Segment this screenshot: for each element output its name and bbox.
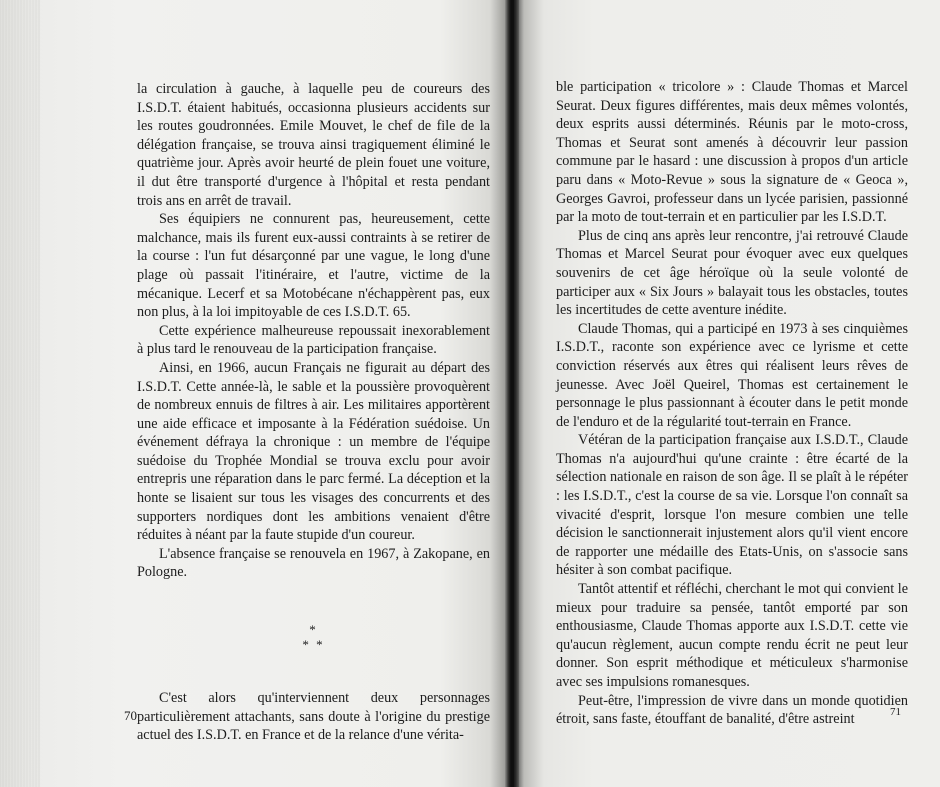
paragraph: Claude Thomas, qui a participé en 1973 à ses cinquièmes I.S.D.T., raconte son expérience avec ce lyrisme et cette conviction réservés aux êtres qui réalisent leurs rêves de jeunesse. Avec Joël Queirel, Thomas est certainement le personnage le plus passionnant à écouter dans le petit monde de l'enduro et de la régularité tout-terrain en France. xyxy=(556,320,908,430)
paragraph: Plus de cinq ans après leur rencontre, j'ai retrouvé Claude Thomas et Marcel Seurat pour évoquer avec eux quelques souvenirs de cet âge héroïque où la seule volonté de participer aux « Six Jours » balayait tous les obstacles, toutes les incertitudes de cette aventure inédite. xyxy=(556,227,908,319)
paragraph: Cette expérience malheureuse repoussait inexorablement à plus tard le renouveau de la participation française. xyxy=(137,322,490,358)
paragraph: Tantôt attentif et réfléchi, cherchant le mot qui convient le mieux pour traduire sa pensée, tantôt emporté par son enthousiasme, Claude Thomas apporte aux I.S.D.T. cette vie qu'aucun règlement, aucun compte rendu écrit ne peut leur donner. Son esprit méthodique et méticuleux s'harmonise avec ses impulsions romanesques. xyxy=(556,581,908,690)
paragraph: Vétéran de la participation française aux I.S.D.T., Claude Thomas n'a aujourd'hui qu'une crainte : être écarté de la sélection nationale en raison de son âge. Il se plaît à le répéter : les I.S.D.T., c'est la course de sa vie. Lorsque l'on connaît sa vivacité d'esprit, lorsque l'on mesure combien une telle décision le sanctionnerait injustement alors qu'il vient encore de rapporter une médaille des Etats-Unis, on s'associe sans hésiter à son combat pacifique. xyxy=(556,432,908,579)
paragraph: L'absence française se renouvela en 1967, à Zakopane, en Pologne. xyxy=(137,545,490,581)
paragraph: Ainsi, en 1966, aucun Français ne figurait au départ des I.S.D.T. Cette année-là, le sable et la poussière provoquèrent de nombreux ennuis de filtres à air. Les militaires apportèrent une aide efficace et imposante à la Fédération suédoise. Un événement défraya la chronique : un membre de l'équipe suédoise du Trophée Mondial se trouva exclu pour avoir entrepris une réparation dans le parc fermé. La déception et la honte se lisaient sur tous les visages des concurrents et des supporters nordiques dont les ambitions venaient d'être réduites à néant par la faute stupide d'un coureur. xyxy=(137,359,490,544)
paragraph: la circulation à gauche, à laquelle peu de coureurs des I.S.D.T. étaient habitués, occasionna plusieurs accidents sur les routes goudronnées. Emile Mouvet, le chef de file de la délégation française, se trouva ainsi tragiquement éliminé le quatrième jour. Après avoir heurté de plein fouet une voiture, il dut être transporté d'urgence à l'hôpital et resta pendant trois ans en arrêt de travail. xyxy=(137,81,490,209)
right-page-text xyxy=(556,78,908,729)
closing-paragraph: C'est alors qu'interviennent deux personnages particulièrement attachants, sans doute à l'origine du prestige actuel des I.S.D.T. en France et de la relance d'une vérita- xyxy=(137,690,490,744)
book-gutter xyxy=(505,0,519,787)
paragraph: Peut-être, l'impression de vivre dans un monde quotidien étroit, sans faste, étouffant de banalité, d'être astreint xyxy=(556,692,908,728)
asterisk-top: * xyxy=(309,622,318,638)
section-separator xyxy=(137,622,490,652)
page-number-left: 70 xyxy=(124,708,137,723)
paragraph: ble participation « tricolore » : Claude Thomas et Marcel Seurat. Deux figures différentes, mais deux mêmes volontés, deux esprits aussi déterminés. Réunis par le moto-cross, Thomas et Seurat sont amenés à découvrir leur passion commune par le hasard : une discussion à propos d'un article paru dans « Moto-Revue » sous la signature de « Geoca », Georges Gavroi, professeur dans un lycée parisien, passionné par la moto de tout-terrain et en particulier par les I.S.D.T. xyxy=(556,79,908,226)
left-page-text xyxy=(137,80,490,745)
asterisk-bottom: * * xyxy=(302,637,325,653)
page-edges xyxy=(0,0,40,787)
page-number-right: 71 xyxy=(890,706,901,718)
paragraph: Ses équipiers ne connurent pas, heureusement, cette malchance, mais ils furent eux-aussi contraints à se retirer de la course : l'un fut désarçonné par une vague, le long d'une plage où passait l'itinéraire, et l'autre, victime de la mécanique. Lecerf et sa Motobécane n'échappèrent pas, eux non plus, à la loi impitoyable de ces I.S.D.T. 65. xyxy=(137,211,490,321)
